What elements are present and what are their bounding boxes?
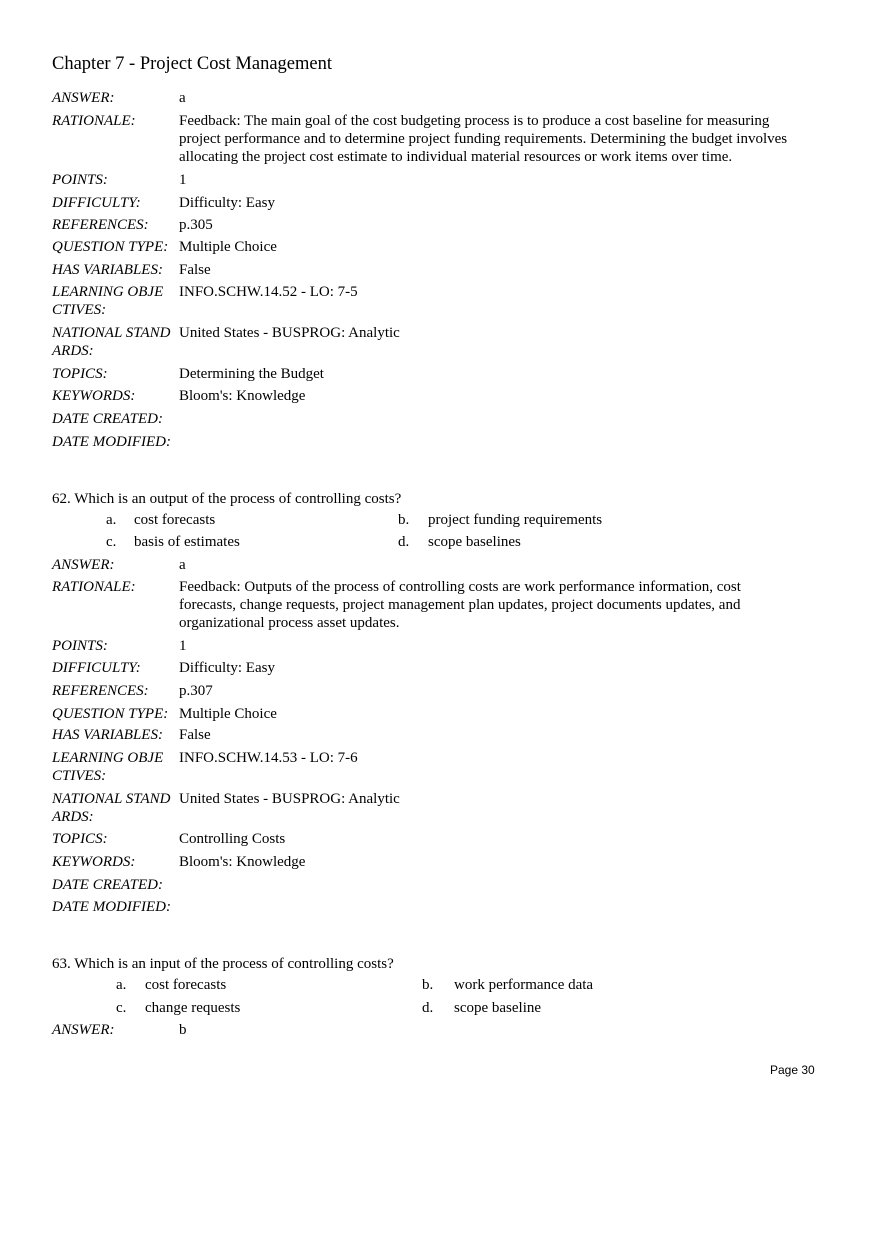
date-modified-label: DATE MODIFIED:	[52, 434, 171, 450]
option-text: work performance data	[454, 977, 594, 993]
points-value: 1	[179, 638, 187, 654]
points-label: POINTS:	[52, 638, 108, 654]
option-letter: d.	[398, 534, 410, 550]
national-standards-value: United States - BUSPROG: Analytic	[179, 791, 400, 807]
national-standards-label-cont: ARDS:	[52, 809, 94, 825]
points-label: POINTS:	[52, 172, 108, 188]
has-variables-label: HAS VARIABLES:	[52, 727, 163, 743]
rationale-line: project performance and to determine project funding requirements. Determining the budget involves	[179, 131, 788, 147]
option-text: scope baseline	[454, 1000, 542, 1016]
question-text: 63. Which is an input of the process of controlling costs?	[52, 956, 394, 972]
topics-label: TOPICS:	[52, 366, 108, 382]
rationale-line: Feedback: Outputs of the process of controlling costs are work performance information, cost	[179, 579, 741, 595]
keywords-label: KEYWORDS:	[52, 388, 136, 404]
keywords-label: KEYWORDS:	[52, 854, 136, 870]
option-text: cost forecasts	[134, 512, 216, 528]
answer-value: a	[179, 557, 186, 573]
option-text: cost forecasts	[145, 977, 227, 993]
rationale-label: RATIONALE:	[52, 113, 136, 129]
option-text: change requests	[145, 1000, 241, 1016]
rationale-line: organizational process asset updates.	[179, 615, 400, 631]
option-letter: a.	[116, 977, 127, 993]
rationale-line: allocating the project cost estimate to individual material resources or work items over time.	[179, 149, 733, 165]
topics-value: Determining the Budget	[179, 366, 324, 382]
question-type-label: QUESTION TYPE:	[52, 706, 169, 722]
rationale-line: Feedback: The main goal of the cost budgeting process is to produce a cost baseline for measuring	[179, 113, 770, 129]
option-letter: c.	[116, 1000, 127, 1016]
references-label: REFERENCES:	[52, 217, 149, 233]
rationale-label: RATIONALE:	[52, 579, 136, 595]
rationale-line: forecasts, change requests, project management plan updates, project documents updates, and	[179, 597, 741, 613]
option-text: project funding requirements	[428, 512, 603, 528]
difficulty-label: DIFFICULTY:	[52, 660, 141, 676]
learning-objectives-label-cont: CTIVES:	[52, 302, 107, 318]
page-number: Page 30	[770, 1063, 815, 1077]
answer-label: ANSWER:	[52, 557, 115, 573]
keywords-value: Bloom's: Knowledge	[179, 854, 306, 870]
answer-label: ANSWER:	[52, 90, 115, 106]
option-letter: b.	[422, 977, 434, 993]
references-value: p.305	[179, 217, 213, 233]
difficulty-label: DIFFICULTY:	[52, 195, 141, 211]
learning-objectives-label-cont: CTIVES:	[52, 768, 107, 784]
national-standards-label-cont: ARDS:	[52, 343, 94, 359]
question-type-label: QUESTION TYPE:	[52, 239, 169, 255]
learning-objectives-value: INFO.SCHW.14.52 - LO: 7-5	[179, 284, 358, 300]
learning-objectives-value: INFO.SCHW.14.53 - LO: 7-6	[179, 750, 358, 766]
answer-label: ANSWER:	[52, 1022, 115, 1038]
option-letter: c.	[106, 534, 117, 550]
learning-objectives-label: LEARNING OBJE	[52, 284, 164, 300]
topics-label: TOPICS:	[52, 831, 108, 847]
difficulty-value: Difficulty: Easy	[179, 660, 275, 676]
points-value: 1	[179, 172, 187, 188]
option-text: scope baselines	[428, 534, 521, 550]
question-type-value: Multiple Choice	[179, 239, 277, 255]
date-modified-label: DATE MODIFIED:	[52, 899, 171, 915]
option-letter: a.	[106, 512, 117, 528]
option-letter: d.	[422, 1000, 434, 1016]
difficulty-value: Difficulty: Easy	[179, 195, 275, 211]
references-label: REFERENCES:	[52, 683, 149, 699]
answer-value: a	[179, 90, 186, 106]
learning-objectives-label: LEARNING OBJE	[52, 750, 164, 766]
keywords-value: Bloom's: Knowledge	[179, 388, 306, 404]
option-letter: b.	[398, 512, 410, 528]
option-text: basis of estimates	[134, 534, 240, 550]
has-variables-value: False	[179, 262, 211, 278]
date-created-label: DATE CREATED:	[52, 411, 163, 427]
answer-value: b	[179, 1022, 187, 1038]
question-type-value: Multiple Choice	[179, 706, 277, 722]
has-variables-label: HAS VARIABLES:	[52, 262, 163, 278]
references-value: p.307	[179, 683, 213, 699]
topics-value: Controlling Costs	[179, 831, 286, 847]
national-standards-label: NATIONAL STAND	[52, 325, 171, 341]
date-created-label: DATE CREATED:	[52, 877, 163, 893]
page-title: Chapter 7 - Project Cost Management	[52, 54, 333, 74]
national-standards-value: United States - BUSPROG: Analytic	[179, 325, 400, 341]
question-text: 62. Which is an output of the process of controlling costs?	[52, 491, 402, 507]
national-standards-label: NATIONAL STAND	[52, 791, 171, 807]
has-variables-value: False	[179, 727, 211, 743]
